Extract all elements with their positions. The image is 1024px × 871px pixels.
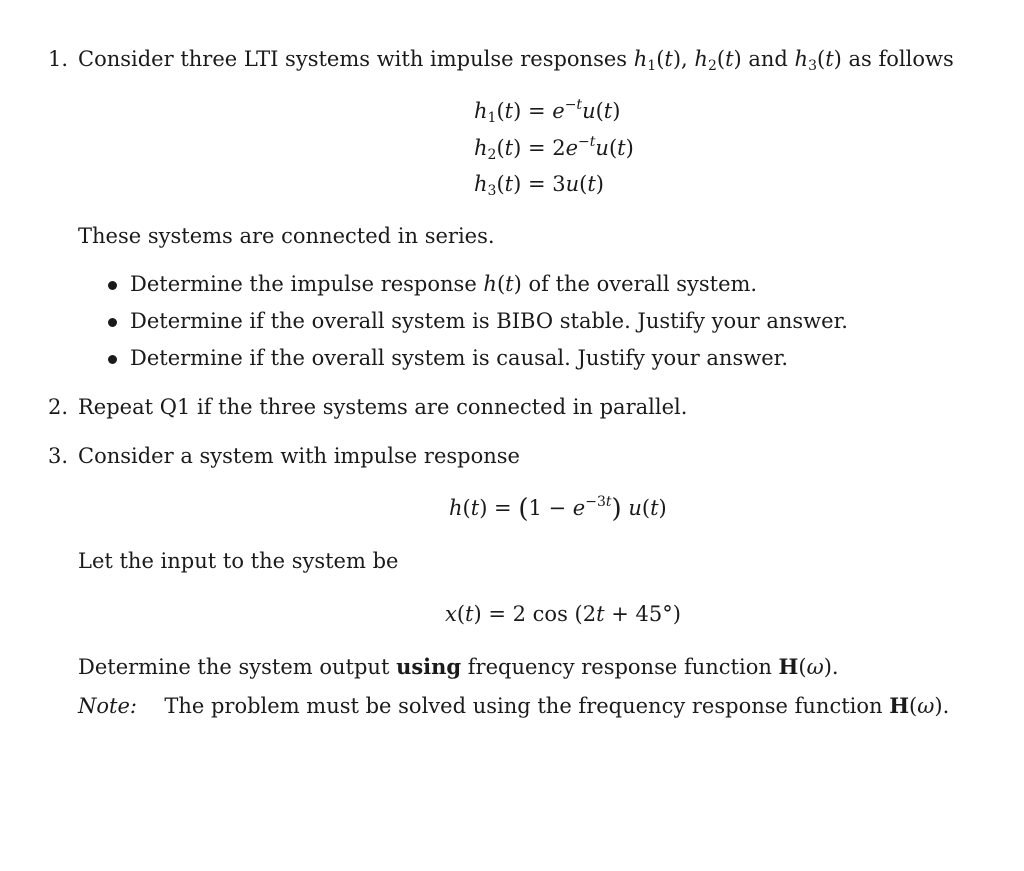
question-2-number: 2.	[48, 395, 69, 419]
determine-text: Determine the system output using frequency response function H(ω).	[78, 654, 839, 679]
question-1-intro: Consider three LTI systems with impulse responses $h_1(t)$, $h_2(t)$ and $h_3(t)$ as follows	[78, 47, 954, 74]
bullet-item-2: Determine if the overall system is BIBO stable. Justify your answer.	[130, 309, 848, 333]
input-text: Let the input to the system be	[78, 549, 399, 573]
bullet-icon	[108, 318, 117, 327]
series-text: These systems are connected in series.	[78, 224, 495, 248]
bullet-item-1: Determine the impulse response h(t) of the overall system.	[130, 272, 758, 296]
equation-h2: $h_2(t) = 2e^{-t}u(t)$	[474, 134, 634, 163]
question-1-number: 1.	[48, 47, 69, 71]
bullet-icon	[108, 281, 117, 290]
equation-h1: $h_1(t) = e^{-t}u(t)$	[474, 97, 621, 126]
note-line	[78, 695, 949, 717]
bullet-icon	[108, 355, 117, 364]
impulse-response-equation: $h(t) = (1 - e^{-3t})$ u(t)	[449, 494, 667, 524]
question-3-intro: Consider a system with impulse response	[78, 444, 520, 468]
equation-h3: $h_3(t) = 3u(t)$	[474, 172, 604, 199]
bullet-item-3: Determine if the overall system is causal. Justify your answer.	[130, 346, 789, 370]
note-label: Note:	[78, 694, 137, 718]
question-2-text: Repeat Q1 if the three systems are connected in parallel.	[78, 395, 688, 419]
input-equation: x(t) = 2 cos (2t + 45°)	[445, 602, 681, 626]
note-text: The problem must be solved using the frequency response function H(ω).	[164, 693, 950, 718]
question-3-number: 3.	[48, 444, 69, 468]
